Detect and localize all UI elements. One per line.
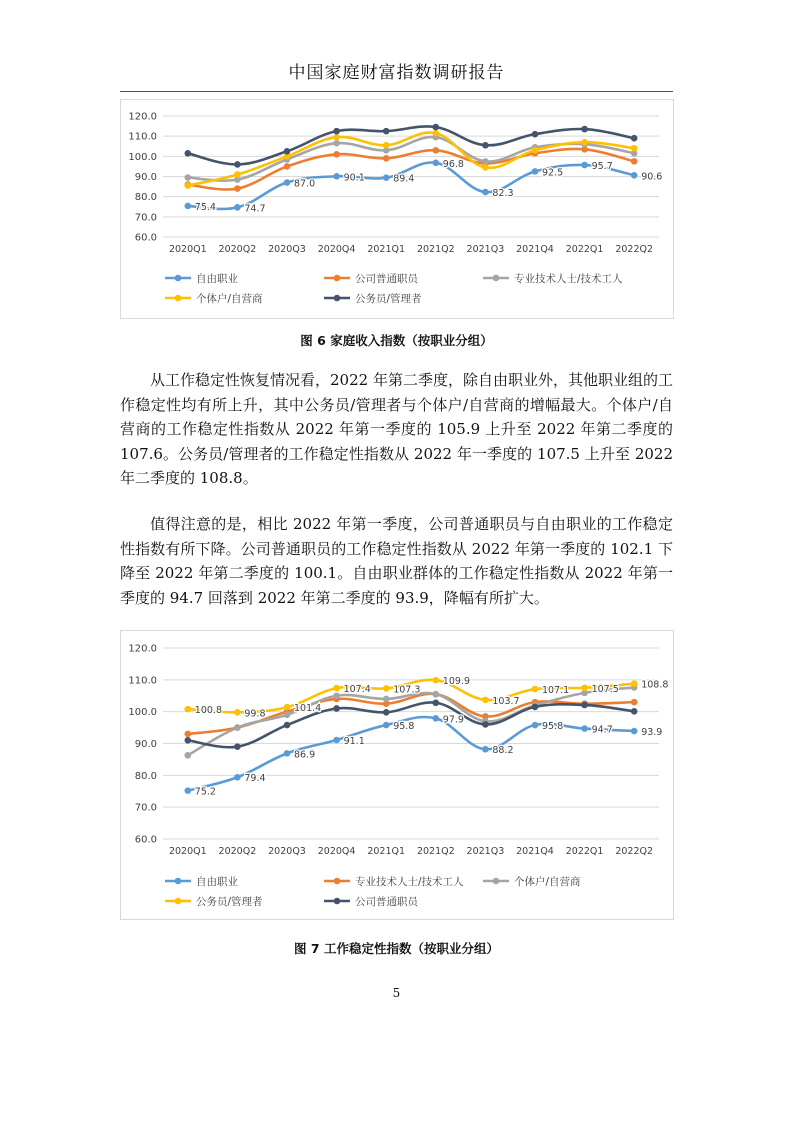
data-label: 107.1: [542, 685, 570, 697]
x-tick-label: 2020Q2: [218, 244, 257, 255]
data-point: [383, 709, 390, 716]
data-point: [631, 708, 638, 715]
chart-svg: [121, 100, 673, 318]
data-point: [532, 686, 539, 693]
data-label: 107.4: [343, 684, 371, 696]
y-tick-label: 60.0: [134, 232, 157, 244]
data-label: 92.5: [542, 167, 564, 179]
data-point: [433, 699, 440, 706]
y-tick-label: 90.0: [134, 739, 157, 750]
data-label: 79.4: [244, 773, 266, 785]
x-tick-label: 2021Q4: [516, 244, 554, 255]
legend-entry: [324, 895, 419, 908]
data-point: [482, 721, 489, 728]
data-label: 97.9: [442, 714, 464, 726]
legend-label: 公务员/管理者: [196, 896, 263, 908]
data-point: [185, 731, 192, 738]
data-label: 103.7: [492, 695, 520, 707]
x-tick-label: 2021Q2: [416, 846, 455, 857]
legend-marker: [493, 878, 500, 885]
legend-entry: [324, 292, 422, 305]
legend-marker: [334, 295, 341, 302]
running-header: 中国家庭财富指数调研报告: [288, 63, 505, 83]
legend-marker: [175, 898, 182, 905]
body-paragraph: 从工作稳定性恢复情况看，2022 年第二季度，除自由职业外，其他职业组的工作稳定性均有所上升，其中公务员/管理者与个体户/自营商的增幅最大。个体户/自营商的工作稳定性指数从 2022 年第一季度的 105.9 上升至 2022 年第二季度的 107.6。公务员/管理者的工作稳定性指数从 2022 年一季度的 107.5 上升至 2022 年二季度的 108.8。: [120, 371, 673, 488]
legend-label: 个体户/自营商: [196, 293, 263, 305]
body-paragraph: 值得注意的是，相比 2022 年第一季度，公司普通职员与自由职业的工作稳定性指数有所下降。公司普通职员的工作稳定性指数从 2022 年第一季度的 102.1 下降至 2022 年第二季度的 100.1。自由职业群体的工作稳定性指数从 2022 年第一季度的 94.7 回落到 2022 年第二季度的 93.9，降幅有所扩大。: [120, 515, 673, 607]
data-label: 93.9: [641, 727, 663, 739]
data-label: 95.7: [591, 161, 613, 173]
data-label: 74.7: [244, 203, 266, 215]
data-point: [185, 174, 192, 181]
legend-label: 个体户/自营商: [514, 876, 581, 888]
data-label: 95.8: [542, 721, 564, 733]
data-point: [383, 685, 390, 692]
x-tick-label: 2020Q1: [168, 846, 207, 857]
legend-entry: [483, 272, 623, 285]
data-point: [234, 724, 241, 731]
data-point: [532, 704, 539, 711]
chart-family-income-index: [120, 99, 674, 319]
legend-label: 专业技术人士/技术工人: [514, 273, 623, 285]
legend-marker: [334, 878, 341, 885]
data-point: [234, 185, 241, 192]
legend-marker: [493, 275, 500, 282]
data-point: [234, 743, 241, 750]
data-point: [581, 162, 588, 169]
data-point: [631, 172, 638, 179]
chart-svg: [121, 631, 673, 919]
x-tick-label: 2020Q3: [268, 244, 306, 255]
data-label: 90.6: [641, 171, 663, 183]
y-tick-label: 110.0: [128, 675, 157, 687]
legend-marker: [334, 898, 341, 905]
data-point: [333, 737, 340, 744]
data-point: [185, 203, 192, 210]
data-point: [284, 148, 291, 155]
legend-label: 公司普通职员: [355, 273, 418, 285]
legend-label: 专业技术人士/技术工人: [355, 876, 464, 888]
data-point: [383, 128, 390, 135]
y-tick-label: 100.0: [128, 151, 157, 163]
y-tick-label: 70.0: [134, 212, 157, 224]
data-point: [433, 715, 440, 722]
y-tick-label: 120.0: [128, 111, 157, 123]
data-point: [581, 139, 588, 146]
data-label: 86.9: [294, 749, 316, 761]
data-point: [532, 722, 539, 729]
x-tick-label: 2021Q1: [367, 244, 406, 255]
y-tick-label: 60.0: [134, 834, 157, 846]
y-tick-label: 120.0: [128, 643, 157, 655]
data-label: 99.8: [244, 708, 266, 720]
x-tick-label: 2021Q3: [466, 244, 505, 255]
data-point: [284, 712, 291, 719]
x-tick-label: 2020Q2: [218, 846, 257, 857]
data-point: [333, 692, 340, 699]
data-point: [383, 722, 390, 729]
legend-marker: [175, 295, 182, 302]
data-label: 101.4: [294, 703, 322, 715]
data-label: 107.3: [393, 684, 421, 696]
data-point: [433, 124, 440, 131]
data-label: 95.8: [393, 721, 415, 733]
data-point: [482, 142, 489, 149]
data-point: [581, 126, 588, 133]
data-point: [185, 787, 192, 794]
legend-entry: [165, 272, 238, 285]
data-point: [234, 171, 241, 178]
legend-marker: [334, 275, 341, 282]
data-label: 91.1: [343, 735, 365, 747]
x-tick-label: 2022Q1: [565, 244, 604, 255]
data-point: [234, 161, 241, 168]
data-point: [532, 131, 539, 138]
data-point: [234, 709, 241, 716]
data-point: [581, 725, 588, 732]
figure-caption: 图 7 工作稳定性指数（按职业分组）: [294, 941, 499, 956]
x-tick-label: 2022Q2: [615, 846, 654, 857]
y-tick-label: 110.0: [128, 131, 157, 143]
series-line: [188, 126, 634, 164]
data-point: [631, 699, 638, 706]
data-point: [284, 750, 291, 757]
data-label: 94.7: [591, 724, 613, 736]
data-point: [333, 151, 340, 158]
data-point: [234, 774, 241, 781]
data-point: [185, 182, 192, 189]
legend-marker: [175, 275, 182, 282]
data-label: 75.4: [194, 201, 216, 213]
data-point: [185, 752, 192, 759]
figure-caption: 图 6 家庭收入指数（按职业分组）: [300, 333, 493, 348]
y-tick-label: 90.0: [134, 172, 157, 183]
legend-label: 公务员/管理者: [355, 293, 422, 305]
legend-label: 公司普通职员: [355, 896, 418, 908]
data-point: [333, 128, 340, 135]
data-point: [433, 147, 440, 154]
data-point: [185, 737, 192, 744]
chart-work-stability-index: [120, 630, 674, 920]
legend-entry: [483, 875, 581, 888]
data-point: [482, 164, 489, 171]
y-tick-label: 70.0: [134, 802, 157, 814]
header-rule: [120, 91, 673, 92]
x-tick-label: 2021Q1: [367, 846, 406, 857]
data-label: 90.1: [343, 172, 365, 184]
data-point: [433, 677, 440, 684]
data-point: [532, 147, 539, 154]
legend-entry: [165, 292, 263, 305]
legend-marker: [175, 878, 182, 885]
data-label: 96.8: [442, 158, 464, 170]
data-point: [482, 697, 489, 704]
data-point: [284, 704, 291, 711]
data-point: [383, 174, 390, 181]
data-label: 107.5: [591, 683, 619, 695]
data-point: [482, 158, 489, 165]
data-point: [333, 685, 340, 692]
y-tick-label: 80.0: [134, 192, 157, 204]
data-label: 100.8: [194, 705, 223, 717]
y-tick-label: 100.0: [128, 707, 157, 719]
data-point: [433, 691, 440, 698]
data-point: [383, 696, 390, 703]
y-tick-label: 80.0: [134, 770, 157, 782]
x-tick-label: 2021Q3: [466, 846, 505, 857]
series-5: [185, 124, 638, 168]
data-point: [581, 702, 588, 709]
legend-label: 自由职业: [196, 273, 238, 285]
x-tick-label: 2022Q2: [615, 244, 654, 255]
data-point: [631, 135, 638, 142]
legend-entry: [165, 895, 263, 908]
data-point: [333, 173, 340, 180]
x-tick-label: 2021Q4: [516, 846, 554, 857]
data-point: [284, 722, 291, 729]
x-tick-label: 2020Q3: [268, 846, 306, 857]
data-point: [482, 746, 489, 753]
data-point: [631, 680, 638, 687]
data-label: 75.2: [194, 786, 216, 798]
x-tick-label: 2020Q1: [168, 244, 207, 255]
data-point: [333, 140, 340, 147]
legend-entry: [165, 875, 238, 888]
data-point: [631, 728, 638, 735]
data-point: [631, 158, 638, 165]
data-label: 109.9: [442, 676, 471, 688]
data-point: [383, 155, 390, 162]
x-tick-label: 2021Q2: [416, 244, 455, 255]
data-point: [532, 168, 539, 175]
data-point: [433, 159, 440, 166]
data-point: [185, 150, 192, 157]
data-point: [383, 142, 390, 149]
data-point: [284, 163, 291, 170]
data-point: [333, 134, 340, 141]
data-point: [284, 179, 291, 186]
x-tick-label: 2020Q4: [317, 244, 356, 255]
data-point: [581, 684, 588, 691]
legend-entry: [324, 875, 464, 888]
data-label: 87.0: [294, 178, 316, 190]
legend-entry: [324, 272, 419, 285]
data-point: [433, 130, 440, 137]
data-label: 89.4: [393, 173, 415, 185]
data-point: [631, 145, 638, 152]
data-point: [234, 204, 241, 211]
legend-label: 自由职业: [196, 876, 238, 888]
x-tick-label: 2020Q4: [317, 846, 356, 857]
page-number: 5: [392, 986, 401, 1000]
data-label: 82.3: [492, 188, 514, 200]
data-label: 108.8: [641, 679, 669, 691]
data-point: [482, 189, 489, 196]
x-tick-label: 2022Q1: [565, 846, 604, 857]
data-point: [185, 706, 192, 713]
data-label: 88.2: [492, 745, 514, 757]
data-point: [333, 705, 340, 712]
